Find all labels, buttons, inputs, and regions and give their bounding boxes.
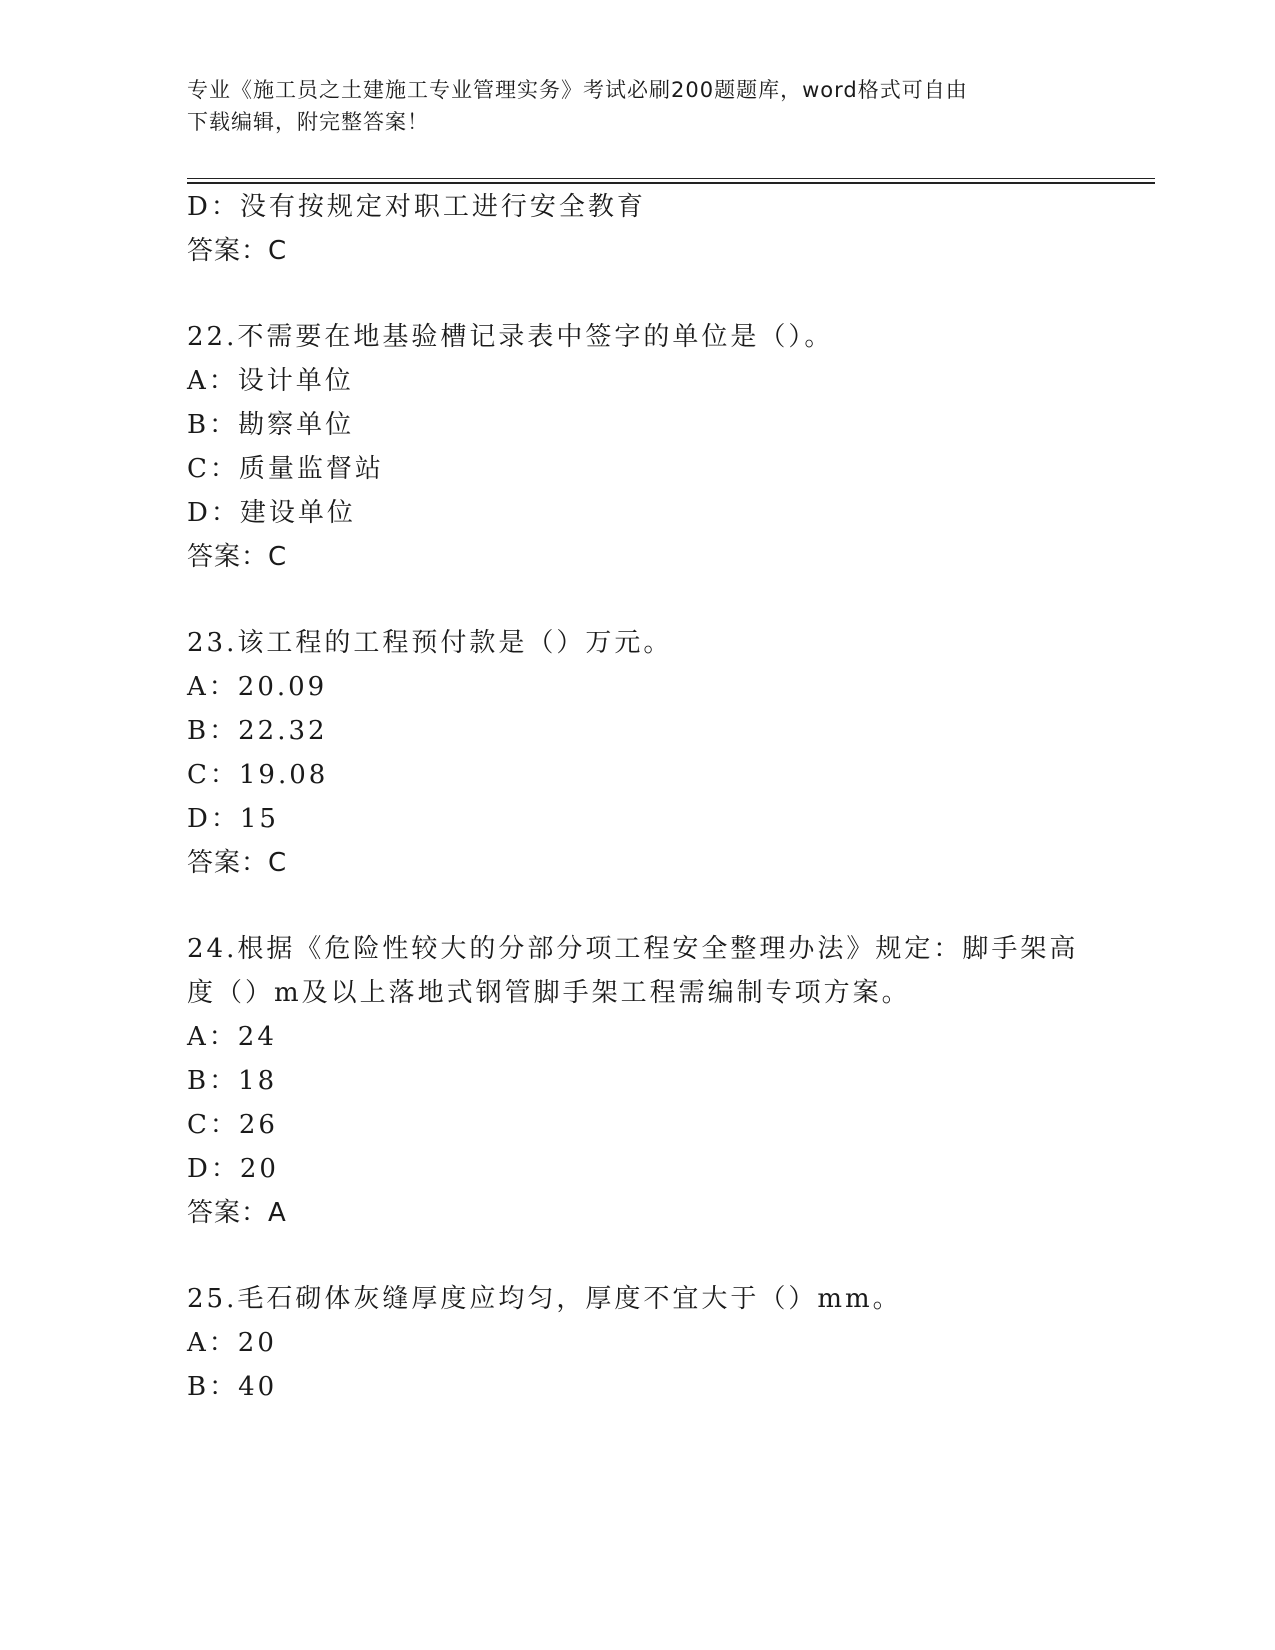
q24-option-a: A：24: [187, 1022, 277, 1052]
q24-answer: 答案：A: [187, 1198, 287, 1228]
q25-stem: 25.毛石砌体灰缝厚度应均匀，厚度不宜大于（）mm。: [187, 1284, 902, 1314]
header-divider-thin: [187, 178, 1155, 179]
q21-answer: 答案：C: [187, 236, 288, 266]
q22-option-c: C：质量监督站: [187, 454, 384, 484]
q23-option-a: A：20.09: [187, 672, 328, 702]
q22-option-a: A：设计单位: [187, 366, 354, 396]
q23-answer: 答案：C: [187, 848, 288, 878]
q24-stem-line-2: 度（）m及以上落地式钢管脚手架工程需编制专项方案。: [187, 978, 911, 1008]
q24-option-c: C：26: [187, 1110, 278, 1140]
q23-stem: 23.该工程的工程预付款是（）万元。: [187, 628, 673, 658]
q24-stem-line-1: 24.根据《危险性较大的分部分项工程安全整理办法》规定：脚手架高: [187, 934, 1079, 964]
q23-option-c: C：19.08: [187, 760, 329, 790]
q25-option-a: A：20: [187, 1328, 277, 1358]
q24-option-b: B：18: [187, 1066, 278, 1096]
header-title-line-2: 下载编辑，附完整答案！: [187, 110, 429, 134]
q25-option-b: B：40: [187, 1372, 278, 1402]
q22-option-b: B：勘察单位: [187, 410, 355, 440]
q24-option-d: D：20: [187, 1154, 279, 1184]
document-header: [187, 74, 1077, 138]
q22-option-d: D：建设单位: [187, 498, 356, 528]
q23-option-b: B：22.32: [187, 716, 328, 746]
q23-option-d: D：15: [187, 804, 279, 834]
q22-stem: 22.不需要在地基验槽记录表中签字的单位是（）。: [187, 322, 834, 352]
q21-option-d: D：没有按规定对职工进行安全教育: [187, 192, 646, 222]
q22-answer: 答案：C: [187, 542, 288, 572]
header-divider-thick: [187, 182, 1155, 184]
header-title-line-1: 专业《施工员之土建施工专业管理实务》考试必刷200题题库，word格式可自由: [187, 78, 968, 102]
